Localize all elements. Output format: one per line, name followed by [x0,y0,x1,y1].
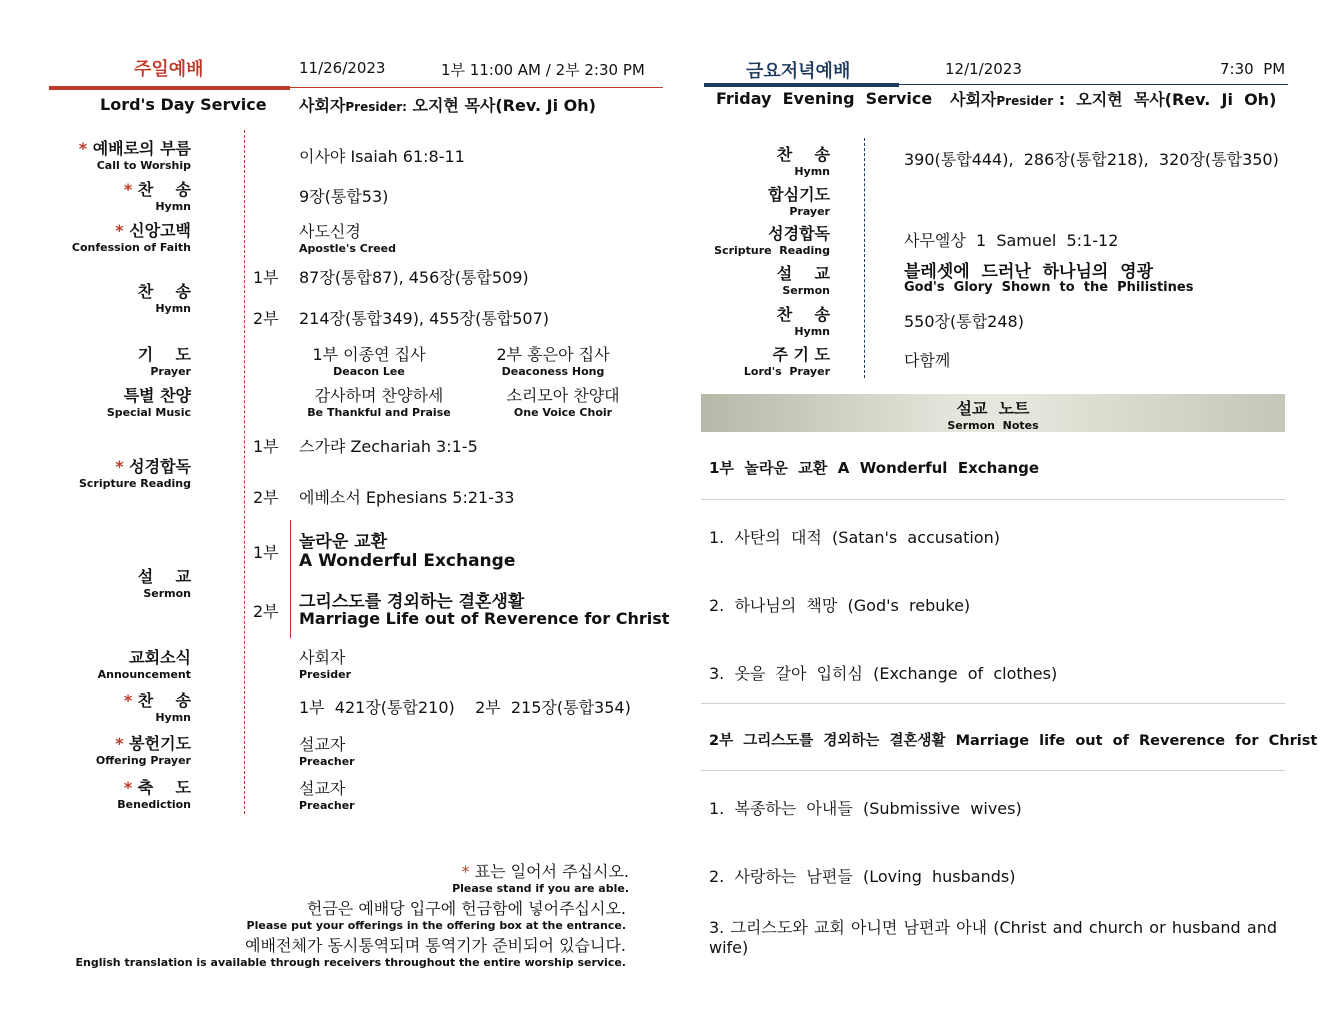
sunday-title: 주일예배 [134,59,204,80]
label-scripture: * 성경합독 Scripture Reading [78,457,191,490]
footer-stand-note: * 표는 일어서 주십시오. Please stand if you are able. [452,862,629,895]
label-announcement: 교회소식 Announcement [97,648,191,681]
prayer-leader-1: 1부 이종연 집사 Deacon Lee [312,345,426,378]
friday-label-lords-prayer: 주 기 도 Lord's Prayer [743,345,830,378]
friday-date: 12/1/2023 [945,60,1022,78]
sunday-times: 1부 11:00 AM / 2부 2:30 PM [441,61,645,79]
hymn-2-session-1: 1부 [253,268,279,287]
special-music-title: 감사하며 찬양하세 Be Thankful and Praise [307,386,451,419]
notes-part-1-point-1: 1. 사탄의 대적 (Satan's accusation) [709,528,1000,547]
call-to-worship-value: 이사야 Isaiah 61:8-11 [299,147,465,166]
sunday-subtitle: Lord's Day Service [100,95,267,114]
notes-part-2-point-3: 3. 그리스도와 교회 아니면 남편과 아내 (Christ and church or husband and wife) [709,918,1277,957]
sermon-session-1: 1부 [253,543,279,562]
label-hymn-2: 찬 송 Hymn [137,282,191,315]
offering-prayer-value: 설교자 Preacher [299,735,355,768]
friday-label-prayer: 합심기도 Prayer [768,185,830,218]
friday-label-scripture: 성경합독 Scripture Reading [714,224,830,257]
friday-label-sermon: 설 교 Sermon [776,264,830,297]
label-sermon: 설 교 Sermon [137,567,191,600]
label-special-music: 특별 찬양 Special Music [106,386,191,419]
hymn-1-value: 9장(통합53) [299,187,389,206]
notes-part-1-point-2: 2. 하나님의 책망 (God's rebuke) [709,596,971,615]
label-call-to-worship: * 예배로의 부름 Call to Worship [78,139,191,172]
friday-lords-prayer-value: 다함께 [904,351,951,370]
sermon-title-2-en: Marriage Life out of Reverence for Christ [299,609,670,628]
prayer-leader-2: 2부 홍은아 집사 Deaconess Hong [496,345,610,378]
label-benediction: * 축 도 Benediction [117,778,191,811]
benediction-value: 설교자 Preacher [299,779,355,812]
hymn-2-value-1: 87장(통합87), 456장(통합509) [299,268,529,287]
scripture-value-2: 에베소서 Ephesians 5:21-33 [299,488,515,507]
sunday-date: 11/26/2023 [299,59,386,77]
notes-divider [701,499,1285,500]
sermon-notes-title: 설교 노트 Sermon Notes [947,399,1039,432]
sermon-title-1-ko: 놀라운 교환 [299,532,388,552]
scripture-session-1: 1부 [253,437,279,456]
label-offering-prayer: * 봉헌기도 Offering Prayer [95,734,191,767]
sermon-title-1-en: A Wonderful Exchange [299,551,516,571]
notes-part-2-heading: 2부 그리스도를 경외하는 결혼생활 Marriage life out of Reverence for Christ [709,733,1318,749]
friday-hymn-1-value: 390(통합444), 286장(통합218), 320장(통합350) [904,150,1279,169]
scripture-session-2: 2부 [253,488,279,507]
friday-sermon-title-en: God's Glory Shown to the Philistines [904,280,1194,295]
sunday-presider [299,93,596,116]
friday-time: 7:30 PM [1220,60,1286,78]
notes-part-2-point-1: 1. 복종하는 아내들 (Submissive wives) [709,799,1022,818]
friday-title: 금요저녁예배 [746,61,851,82]
notes-part-1-point-3: 3. 옷을 갈아 입히심 (Exchange of clothes) [709,664,1058,683]
hymn-2-session-2: 2부 [253,309,279,328]
friday-divider [864,138,865,378]
label-prayer: 기 도 Prayer [137,345,191,378]
asterisk: * [78,139,88,158]
friday-hymn-2-value: 550장(통합248) [904,312,1024,331]
footer-offering-note: 헌금은 예배당 입구에 헌금함에 넣어주십시오. Please put your offerings in the offering box at the entrance. [246,899,626,932]
sermon-title-2-ko: 그리스도를 경외하는 결혼생활 [299,592,525,612]
label-hymn-3: * 찬 송 Hymn [123,691,191,724]
friday-title-underline [704,83,899,87]
friday-label-hymn-2: 찬 송 Hymn [776,305,830,338]
notes-divider [701,770,1285,771]
footer-translation-note: 예배전체가 동시통역되며 통역기가 준비되어 있습니다. English translation is available through receivers throughout the entire worship service. [75,936,626,969]
notes-part-1-heading: 1부 놀라운 교환 A Wonderful Exchange [709,459,1040,477]
sunday-divider [244,130,245,814]
label-creed: * 신앙고백 Confession of Faith [71,221,191,254]
sermon-divider [290,520,291,638]
presider-name: 오지현 목사(Rev. Ji Oh) [412,96,596,115]
friday-sermon-title-ko: 블레셋에 드러난 하나님의 영광 [904,262,1153,282]
creed-value: 사도신경 Apostle's Creed [299,222,397,255]
notes-part-2-point-2: 2. 사랑하는 남편들 (Loving husbands) [709,867,1016,886]
friday-subtitle: Friday Evening Service [716,89,933,108]
announcement-value: 사회자 Presider [299,648,352,681]
sunday-header-line [290,87,663,88]
special-music-choir: 소리모아 찬양대 One Voice Choir [506,386,620,419]
scripture-value-1: 스가랴 Zechariah 3:1-5 [299,437,478,456]
label-hymn-1: * 찬 송 Hymn [123,180,191,213]
sermon-session-2: 2부 [253,602,279,621]
friday-scripture-value: 사무엘상 1 Samuel 5:1-12 [904,231,1119,250]
friday-presider: 사회자Presider : 오지현 목사(Rev. Ji Oh) [950,90,1277,109]
friday-label-hymn-1: 찬 송 Hymn [776,145,830,178]
friday-header-line [899,84,1288,85]
notes-divider [701,703,1285,704]
hymn-2-value-2: 214장(통합349), 455장(통합507) [299,309,550,328]
presider-label: 사회자 [299,96,346,115]
presider-label-en: Presider: [345,100,407,114]
sunday-title-underline [49,86,290,90]
hymn-3-value: 1부 421장(통합210) 2부 215장(통합354) [299,698,631,717]
